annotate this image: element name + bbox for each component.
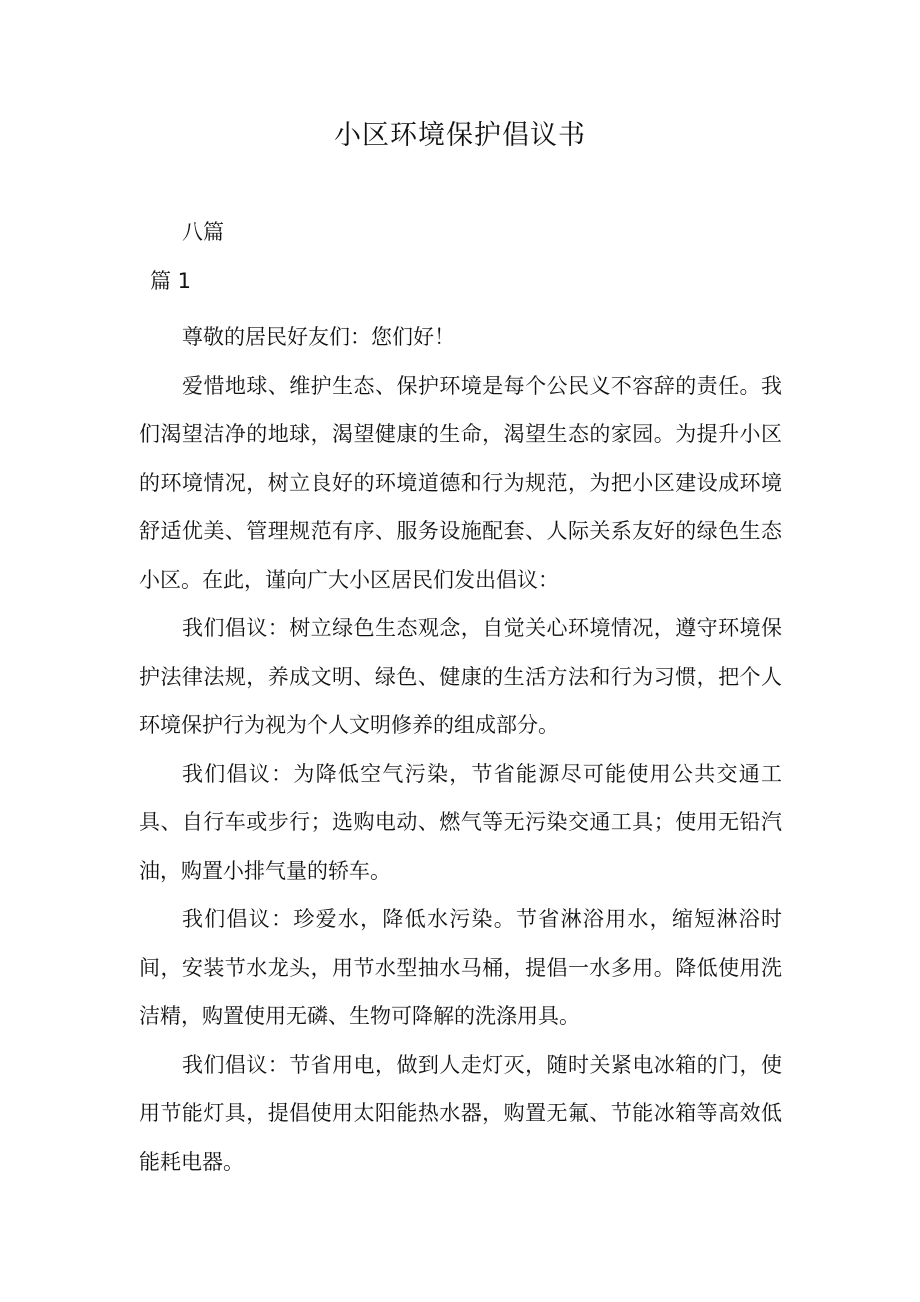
proposal-paragraph: 我们倡议：为降低空气污染，节省能源尽可能使用公共交通工具、自行车或步行；选购电动、燃气等无污染交通工具；使用无铅汽油，购置小排气量的轿车。 <box>139 761 782 883</box>
document-title: 小区环境保护倡议书 <box>334 120 586 151</box>
proposal-paragraph: 我们倡议：树立绿色生态观念，自觉关心环境情况，遵守环境保护法律法规，养成文明、绿色、健康的生活方法和行为习惯，把个人环境保护行为视为个人文明修养的组成部分。 <box>139 616 782 737</box>
document-subtitle: 八篇 <box>182 220 224 244</box>
greeting-paragraph: 尊敬的居民好友们：您们好！ <box>182 325 455 349</box>
section-label: 篇 1 <box>150 269 192 293</box>
proposal-paragraph: 我们倡议：节省用电，做到人走灯灭，随时关紧电冰箱的门，使用节能灯具，提倡使用太阳能热水器，购置无氟、节能冰箱等高效低能耗电器。 <box>139 1052 782 1174</box>
intro-paragraph: 爱惜地球、维护生态、保护环境是每个公民义不容辞的责任。我们渴望洁净的地球，渴望健康的生命，渴望生态的家园。为提升小区的环境情况，树立良好的环境道德和行为规范，为把小区建设成环境舒适优美、管理规范有序、服务设施配套、人际关系友好的绿色生态小区。在此，谨向广大小区居民们发出倡议： <box>139 373 782 592</box>
document-body <box>139 313 782 1186</box>
proposal-paragraph: 我们倡议：珍爱水，降低水污染。节省淋浴用水，缩短淋浴时间，安装节水龙头，用节水型抽水马桶，提倡一水多用。降低使用洗洁精，购置使用无磷、生物可降解的洗涤用具。 <box>139 907 782 1028</box>
